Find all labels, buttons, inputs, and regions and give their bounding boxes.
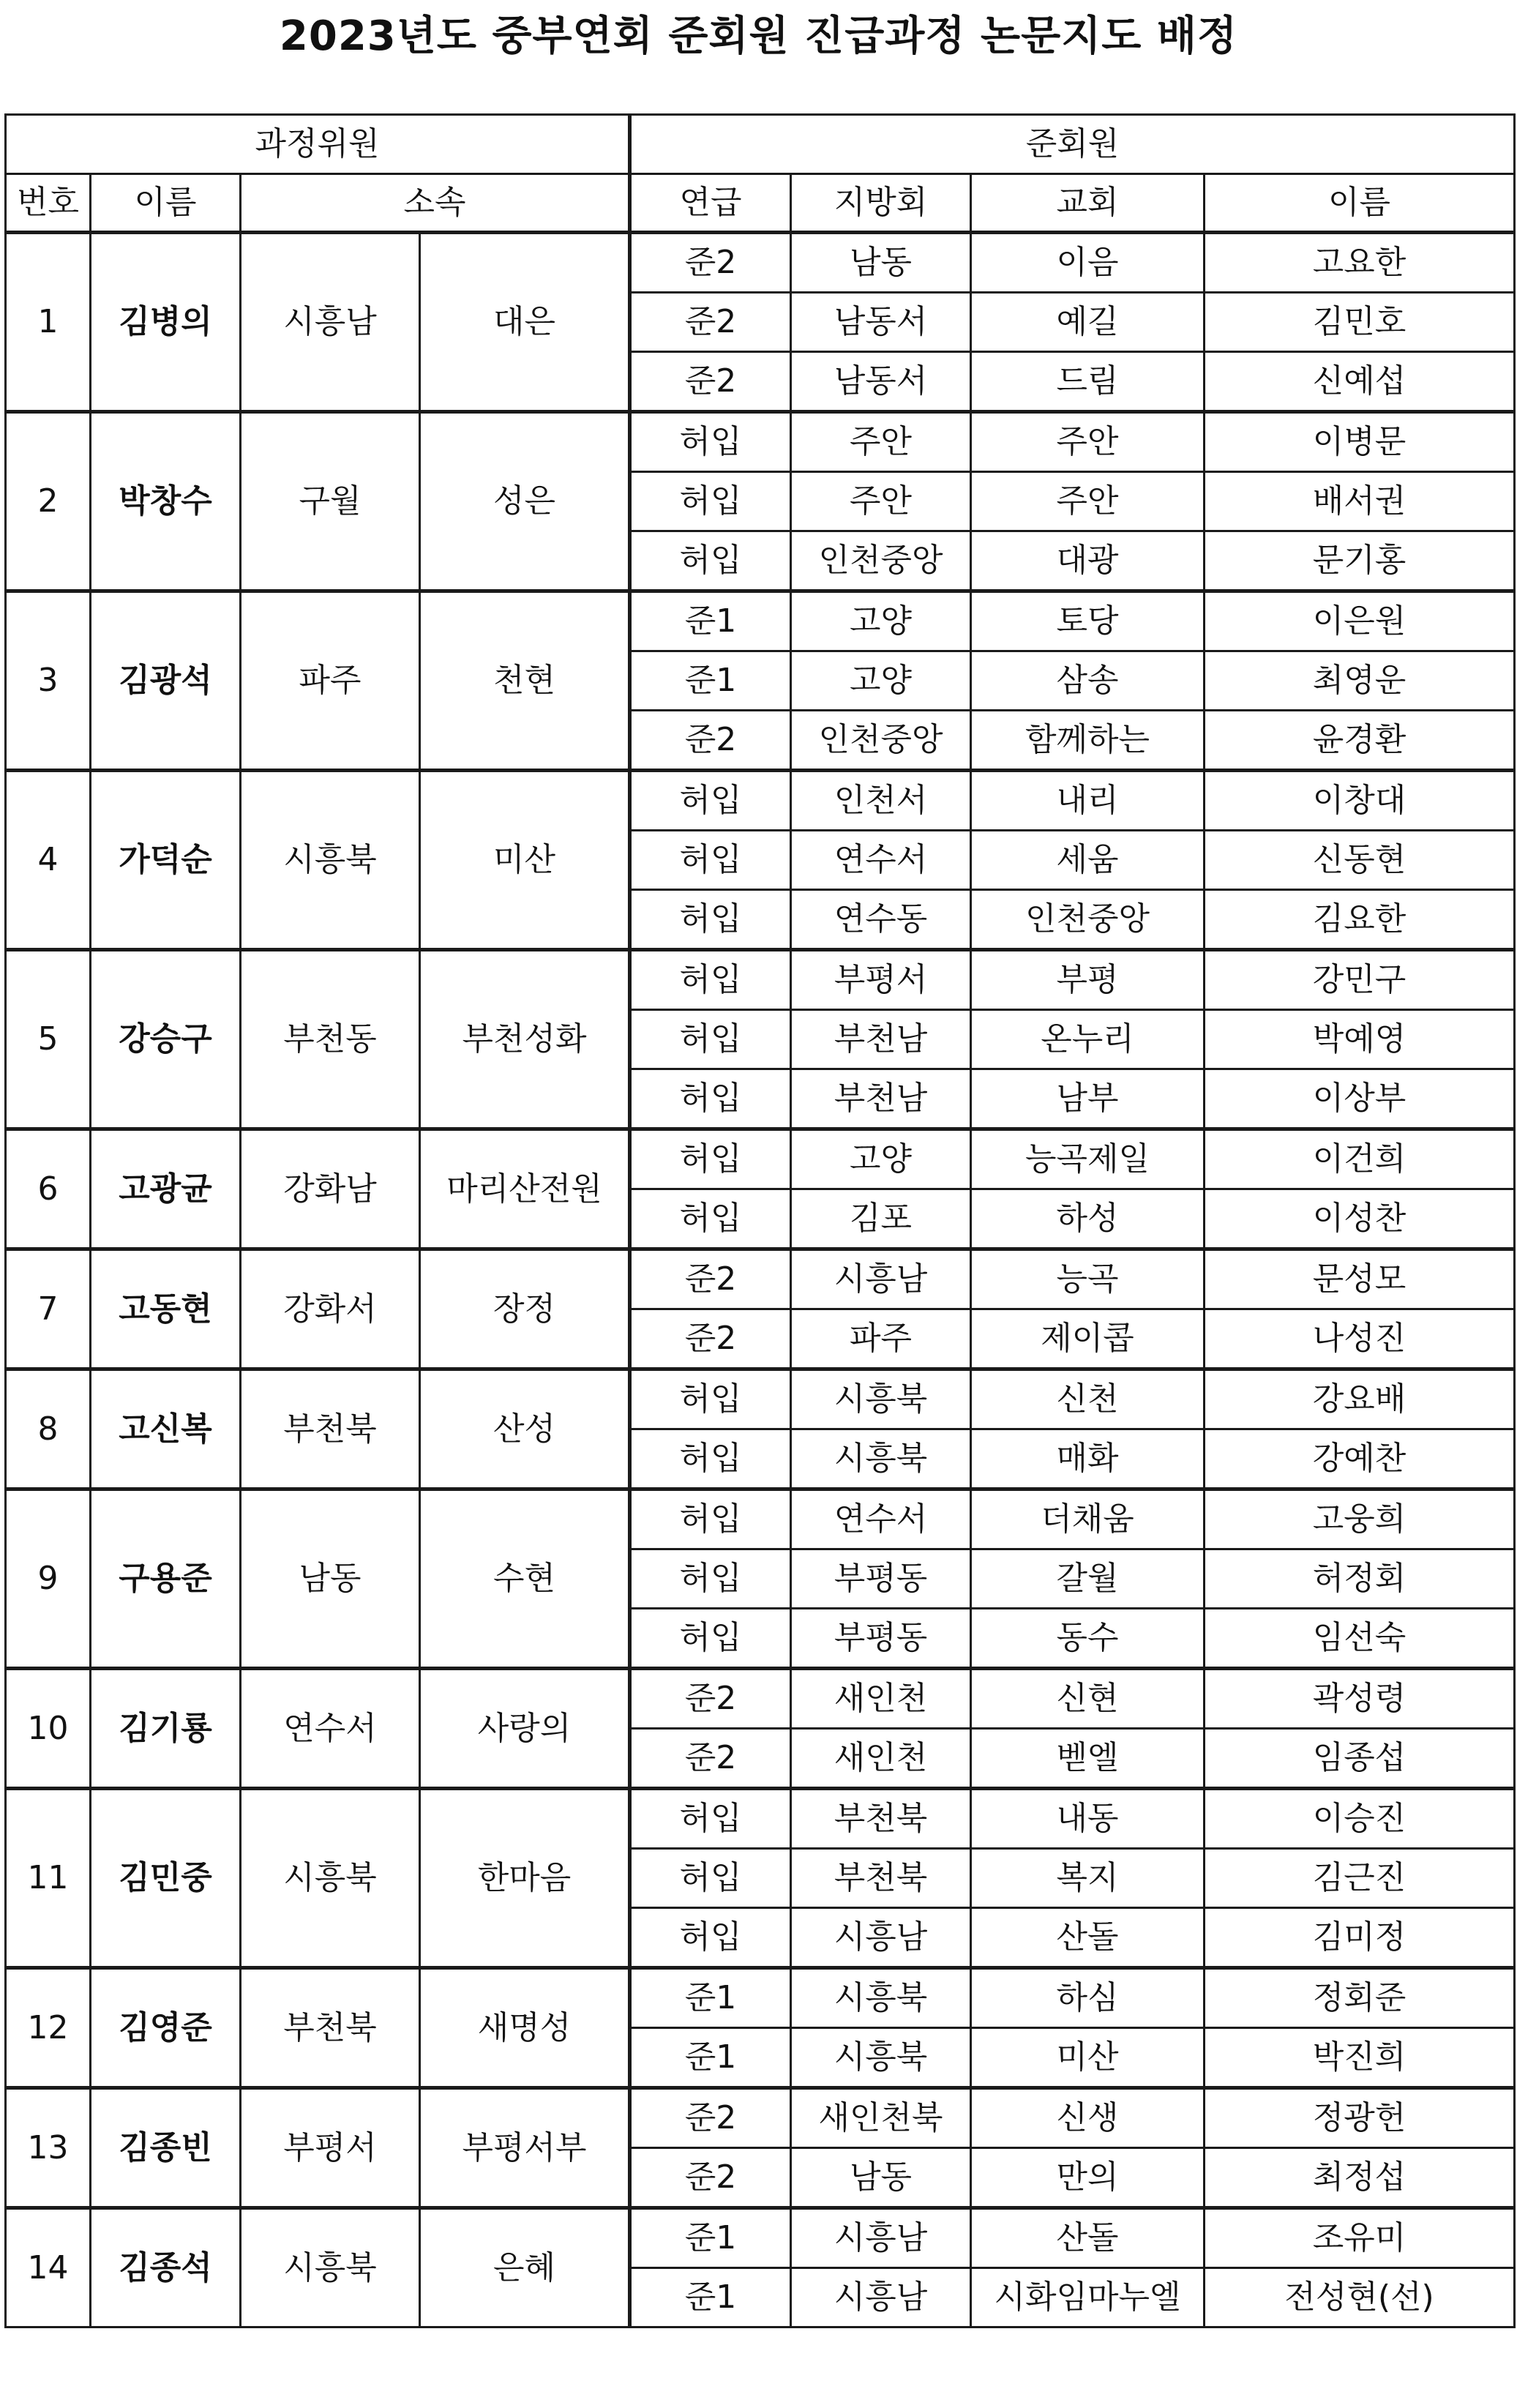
- member-grade: 허입: [630, 1429, 791, 1489]
- member-grade: 준2: [630, 1669, 791, 1729]
- member-grade: 준1: [630, 2268, 791, 2327]
- member-church: 만의: [971, 2148, 1205, 2208]
- member-grade: 허입: [630, 1010, 791, 1069]
- member-district: 인천중앙: [791, 531, 971, 591]
- committee-name: 강승구: [91, 950, 241, 1129]
- committee-district: 강화남: [241, 1129, 420, 1249]
- member-grade: 준2: [630, 293, 791, 352]
- committee-church: 성은: [420, 412, 630, 591]
- committee-district: 부천동: [241, 950, 420, 1129]
- member-district: 시흥남: [791, 2208, 971, 2268]
- committee-church: 천현: [420, 591, 630, 771]
- committee-name: 고동현: [91, 1249, 241, 1369]
- committee-church: 장정: [420, 1249, 630, 1369]
- member-church: 신생: [971, 2088, 1205, 2148]
- member-name: 배서권: [1205, 472, 1515, 531]
- member-church: 주안: [971, 472, 1205, 531]
- committee-number: 11: [6, 1789, 91, 1968]
- table-row: [6, 1249, 1515, 1309]
- member-church: 하심: [971, 1968, 1205, 2028]
- member-grade: 준1: [630, 2028, 791, 2088]
- member-church: 신현: [971, 1669, 1205, 1729]
- committee-name: 김종빈: [91, 2088, 241, 2208]
- member-district: 시흥남: [791, 1908, 971, 1968]
- header-committee-group: 과정위원: [6, 115, 630, 174]
- member-church: 토당: [971, 591, 1205, 651]
- member-grade: 준2: [630, 1249, 791, 1309]
- member-grade: 허입: [630, 1609, 791, 1669]
- committee-name: 김광석: [91, 591, 241, 771]
- member-church: 내동: [971, 1789, 1205, 1849]
- member-district: 주안: [791, 412, 971, 472]
- group-header-row: [6, 115, 1515, 174]
- assignment-table: [4, 113, 1516, 2328]
- member-name: 곽성령: [1205, 1669, 1515, 1729]
- header-grade: 연급: [630, 174, 791, 233]
- member-church: 미산: [971, 2028, 1205, 2088]
- member-name: 고웅희: [1205, 1489, 1515, 1549]
- member-district: 새인천: [791, 1729, 971, 1789]
- member-district: 김포: [791, 1189, 971, 1249]
- committee-number: 3: [6, 591, 91, 771]
- member-grade: 허입: [630, 1369, 791, 1429]
- member-church: 능곡: [971, 1249, 1205, 1309]
- member-church: 함께하는: [971, 711, 1205, 771]
- member-church: 주안: [971, 412, 1205, 472]
- committee-church: 수현: [420, 1489, 630, 1669]
- member-district: 남동서: [791, 293, 971, 352]
- member-church: 하성: [971, 1189, 1205, 1249]
- member-church: 남부: [971, 1069, 1205, 1129]
- member-church: 세움: [971, 831, 1205, 890]
- member-district: 부천북: [791, 1789, 971, 1849]
- member-district: 연수서: [791, 1489, 971, 1549]
- committee-church: 미산: [420, 771, 630, 950]
- member-name: 최정섭: [1205, 2148, 1515, 2208]
- member-name: 박진희: [1205, 2028, 1515, 2088]
- member-name: 이건희: [1205, 1129, 1515, 1189]
- member-church: 내리: [971, 771, 1205, 831]
- committee-name: 김기룡: [91, 1669, 241, 1789]
- header-affiliation: 소속: [241, 174, 630, 233]
- member-name: 정회준: [1205, 1968, 1515, 2028]
- member-church: 갈월: [971, 1549, 1205, 1609]
- committee-number: 5: [6, 950, 91, 1129]
- member-district: 파주: [791, 1309, 971, 1369]
- committee-district: 부천북: [241, 1369, 420, 1489]
- member-district: 부천북: [791, 1849, 971, 1908]
- committee-district: 연수서: [241, 1669, 420, 1789]
- member-name: 김근진: [1205, 1849, 1515, 1908]
- member-church: 부평: [971, 950, 1205, 1010]
- committee-name: 김종석: [91, 2208, 241, 2327]
- committee-name: 구용준: [91, 1489, 241, 1669]
- committee-church: 부평서부: [420, 2088, 630, 2208]
- member-name: 문기홍: [1205, 531, 1515, 591]
- committee-name: 가덕순: [91, 771, 241, 950]
- member-grade: 준2: [630, 233, 791, 293]
- committee-number: 9: [6, 1489, 91, 1669]
- member-grade: 준2: [630, 711, 791, 771]
- committee-number: 10: [6, 1669, 91, 1789]
- member-church: 인천중앙: [971, 890, 1205, 950]
- committee-church: 대은: [420, 233, 630, 412]
- member-name: 박예영: [1205, 1010, 1515, 1069]
- committee-number: 1: [6, 233, 91, 412]
- committee-church: 은혜: [420, 2208, 630, 2327]
- committee-district: 부평서: [241, 2088, 420, 2208]
- header-district: 지방회: [791, 174, 971, 233]
- member-grade: 허입: [630, 950, 791, 1010]
- committee-church: 부천성화: [420, 950, 630, 1129]
- member-name: 강예찬: [1205, 1429, 1515, 1489]
- member-name: 윤경환: [1205, 711, 1515, 771]
- header-member-name: 이름: [1205, 174, 1515, 233]
- member-district: 부평동: [791, 1609, 971, 1669]
- member-name: 임종섭: [1205, 1729, 1515, 1789]
- member-grade: 준1: [630, 651, 791, 711]
- member-grade: 준2: [630, 1729, 791, 1789]
- committee-number: 8: [6, 1369, 91, 1489]
- member-name: 이병문: [1205, 412, 1515, 472]
- member-grade: 허입: [630, 771, 791, 831]
- member-grade: 허입: [630, 890, 791, 950]
- table-row: [6, 1369, 1515, 1429]
- committee-district: 시흥북: [241, 771, 420, 950]
- committee-district: 파주: [241, 591, 420, 771]
- committee-district: 부천북: [241, 1968, 420, 2088]
- table-row: [6, 412, 1515, 472]
- member-district: 인천중앙: [791, 711, 971, 771]
- table-row: [6, 950, 1515, 1010]
- member-district: 연수서: [791, 831, 971, 890]
- member-church: 신천: [971, 1369, 1205, 1429]
- member-district: 시흥북: [791, 1968, 971, 2028]
- member-church: 벧엘: [971, 1729, 1205, 1789]
- committee-number: 14: [6, 2208, 91, 2327]
- member-church: 온누리: [971, 1010, 1205, 1069]
- table-row: [6, 771, 1515, 831]
- member-grade: 허입: [630, 1849, 791, 1908]
- member-district: 시흥북: [791, 1369, 971, 1429]
- member-district: 인천서: [791, 771, 971, 831]
- table-row: [6, 1669, 1515, 1729]
- committee-district: 시흥북: [241, 2208, 420, 2327]
- committee-number: 4: [6, 771, 91, 950]
- member-church: 대광: [971, 531, 1205, 591]
- table-row: [6, 1129, 1515, 1189]
- member-grade: 준1: [630, 1968, 791, 2028]
- member-grade: 허입: [630, 1908, 791, 1968]
- member-district: 새인천북: [791, 2088, 971, 2148]
- committee-number: 6: [6, 1129, 91, 1249]
- committee-district: 남동: [241, 1489, 420, 1669]
- table-row: [6, 233, 1515, 293]
- member-name: 전성현(선): [1205, 2268, 1515, 2327]
- member-church: 매화: [971, 1429, 1205, 1489]
- committee-church: 새명성: [420, 1968, 630, 2088]
- member-church: 드림: [971, 352, 1205, 412]
- member-name: 문성모: [1205, 1249, 1515, 1309]
- member-district: 남동: [791, 2148, 971, 2208]
- member-district: 남동: [791, 233, 971, 293]
- member-grade: 허입: [630, 412, 791, 472]
- committee-church: 산성: [420, 1369, 630, 1489]
- member-grade: 준2: [630, 2148, 791, 2208]
- member-church: 능곡제일: [971, 1129, 1205, 1189]
- committee-number: 2: [6, 412, 91, 591]
- member-name: 최영운: [1205, 651, 1515, 711]
- member-church: 복지: [971, 1849, 1205, 1908]
- member-name: 이승진: [1205, 1789, 1515, 1849]
- committee-church: 사랑의: [420, 1669, 630, 1789]
- committee-church: 한마음: [420, 1789, 630, 1968]
- member-name: 이은원: [1205, 591, 1515, 651]
- member-name: 허정회: [1205, 1549, 1515, 1609]
- member-district: 시흥북: [791, 1429, 971, 1489]
- member-church: 삼송: [971, 651, 1205, 711]
- member-name: 조유미: [1205, 2208, 1515, 2268]
- member-district: 고양: [791, 1129, 971, 1189]
- member-grade: 허입: [630, 1789, 791, 1849]
- member-grade: 허입: [630, 531, 791, 591]
- member-grade: 준1: [630, 591, 791, 651]
- member-district: 새인천: [791, 1669, 971, 1729]
- table-body: [6, 115, 1515, 2327]
- member-church: 시화임마누엘: [971, 2268, 1205, 2327]
- table-row: [6, 591, 1515, 651]
- member-name: 이창대: [1205, 771, 1515, 831]
- member-name: 이상부: [1205, 1069, 1515, 1129]
- committee-number: 7: [6, 1249, 91, 1369]
- member-district: 시흥남: [791, 1249, 971, 1309]
- member-name: 신동현: [1205, 831, 1515, 890]
- committee-name: 김영준: [91, 1968, 241, 2088]
- header-number: 번호: [6, 174, 91, 233]
- member-district: 부평동: [791, 1549, 971, 1609]
- committee-name: 고신복: [91, 1369, 241, 1489]
- member-grade: 허입: [630, 1129, 791, 1189]
- header-member-group: 준회원: [630, 115, 1515, 174]
- member-grade: 허입: [630, 472, 791, 531]
- member-district: 부천남: [791, 1069, 971, 1129]
- committee-church: 마리산전원: [420, 1129, 630, 1249]
- member-name: 정광헌: [1205, 2088, 1515, 2148]
- member-district: 시흥북: [791, 2028, 971, 2088]
- member-grade: 준2: [630, 2088, 791, 2148]
- table-row: [6, 2208, 1515, 2268]
- member-church: 산돌: [971, 2208, 1205, 2268]
- page-title: 2023년도 중부연회 준회원 진급과정 논문지도 배정: [279, 12, 1238, 60]
- member-name: 강요배: [1205, 1369, 1515, 1429]
- member-district: 시흥남: [791, 2268, 971, 2327]
- committee-name: 김병의: [91, 233, 241, 412]
- member-grade: 허입: [630, 831, 791, 890]
- member-grade: 허입: [630, 1549, 791, 1609]
- committee-district: 구월: [241, 412, 420, 591]
- committee-name: 박창수: [91, 412, 241, 591]
- member-name: 임선숙: [1205, 1609, 1515, 1669]
- committee-number: 13: [6, 2088, 91, 2208]
- member-name: 나성진: [1205, 1309, 1515, 1369]
- header-church: 교회: [971, 174, 1205, 233]
- member-church: 예길: [971, 293, 1205, 352]
- committee-number: 12: [6, 1968, 91, 2088]
- member-name: 고요한: [1205, 233, 1515, 293]
- member-district: 부천남: [791, 1010, 971, 1069]
- member-grade: 허입: [630, 1489, 791, 1549]
- member-district: 부평서: [791, 950, 971, 1010]
- member-district: 남동서: [791, 352, 971, 412]
- table-row: [6, 1968, 1515, 2028]
- table-row: [6, 2088, 1515, 2148]
- header-committee-name: 이름: [91, 174, 241, 233]
- member-church: 산돌: [971, 1908, 1205, 1968]
- member-name: 신예섭: [1205, 352, 1515, 412]
- member-church: 이음: [971, 233, 1205, 293]
- committee-district: 시흥남: [241, 233, 420, 412]
- member-church: 제이콥: [971, 1309, 1205, 1369]
- member-name: 김민호: [1205, 293, 1515, 352]
- table-row: [6, 1489, 1515, 1549]
- member-church: 더채움: [971, 1489, 1205, 1549]
- member-district: 고양: [791, 651, 971, 711]
- member-grade: 준2: [630, 352, 791, 412]
- committee-district: 시흥북: [241, 1789, 420, 1968]
- member-name: 이성찬: [1205, 1189, 1515, 1249]
- member-grade: 준1: [630, 2208, 791, 2268]
- member-grade: 허입: [630, 1189, 791, 1249]
- member-church: 동수: [971, 1609, 1205, 1669]
- committee-district: 강화서: [241, 1249, 420, 1369]
- member-grade: 준2: [630, 1309, 791, 1369]
- member-name: 강민구: [1205, 950, 1515, 1010]
- committee-name: 김민중: [91, 1789, 241, 1968]
- table-row: [6, 1789, 1515, 1849]
- member-district: 고양: [791, 591, 971, 651]
- member-district: 주안: [791, 472, 971, 531]
- column-header-row: [6, 174, 1515, 233]
- member-name: 김요한: [1205, 890, 1515, 950]
- member-name: 김미정: [1205, 1908, 1515, 1968]
- member-grade: 허입: [630, 1069, 791, 1129]
- committee-name: 고광균: [91, 1129, 241, 1249]
- member-district: 연수동: [791, 890, 971, 950]
